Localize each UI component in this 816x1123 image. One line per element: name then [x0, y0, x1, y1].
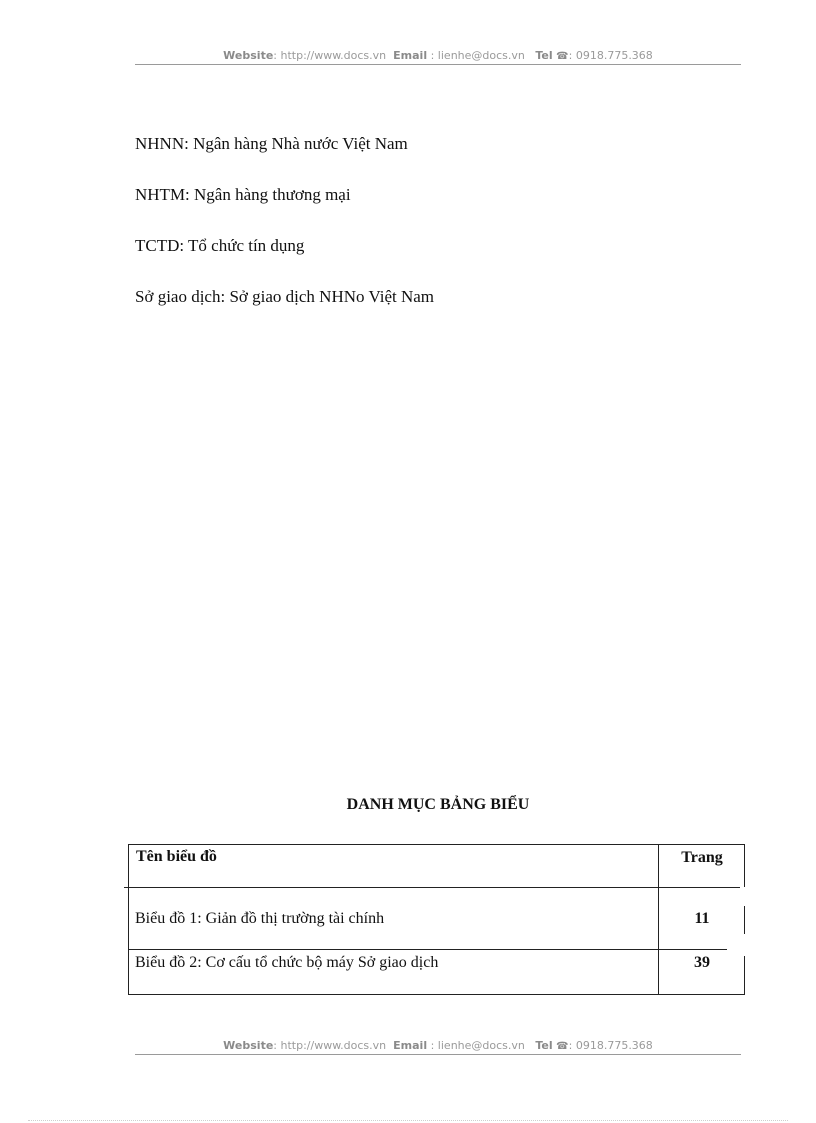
table-row-1-name: Biểu đồ 1: Giản đồ thị trường tài chính	[135, 910, 385, 927]
table-header-page: Trang	[681, 849, 723, 866]
table-row-2-page: 39	[694, 954, 710, 971]
table-left-border	[128, 844, 129, 995]
footer-website-link[interactable]: : http://www.docs.vn	[273, 1039, 387, 1052]
table-row-divider	[128, 949, 727, 950]
abbreviation-nhnn: NHNN: Ngân hàng Nhà nước Việt Nam	[135, 134, 408, 153]
abbreviation-so-giao-dich: Sở giao dịch: Sở giao dịch NHNo Việt Nam	[135, 287, 435, 306]
telephone-icon: ☎	[556, 1041, 569, 1052]
footer-email-link[interactable]: : lienhe@docs.vn	[430, 1039, 525, 1052]
abbreviation-tctd: TCTD: Tổ chức tín dụng	[135, 236, 305, 255]
table-header-name: Tên biểu đồ	[136, 848, 217, 865]
header-tel-label: Tel	[535, 49, 553, 62]
table-top-border	[128, 844, 745, 845]
header-email-label: Email	[393, 49, 428, 62]
header-tel-value: : 0918.775.368	[568, 49, 653, 62]
page-header	[135, 49, 741, 65]
abbreviation-nhtm: NHTM: Ngân hàng thương mại	[135, 185, 351, 204]
chart-list-table	[128, 844, 745, 995]
table-bottom-border	[128, 994, 745, 995]
header-email-link[interactable]: : lienhe@docs.vn	[430, 49, 525, 62]
header-website-label: Website	[223, 49, 274, 62]
page-footer	[135, 1039, 741, 1055]
table-header-divider	[124, 887, 740, 888]
page-edge-divider	[28, 1120, 788, 1121]
header-website-link[interactable]: : http://www.docs.vn	[273, 49, 387, 62]
footer-website-label: Website	[223, 1039, 274, 1052]
table-row-1-page: 11	[694, 910, 710, 927]
footer-email-label: Email	[393, 1039, 428, 1052]
telephone-icon: ☎	[556, 51, 569, 62]
footer-tel-label: Tel	[535, 1039, 553, 1052]
footer-tel-value: : 0918.775.368	[568, 1039, 653, 1052]
table-row-2-name: Biểu đồ 2: Cơ cấu tổ chức bộ máy Sở giao dịch	[135, 954, 439, 971]
section-title: DANH MỤC BẢNG BIỂU	[346, 796, 530, 813]
